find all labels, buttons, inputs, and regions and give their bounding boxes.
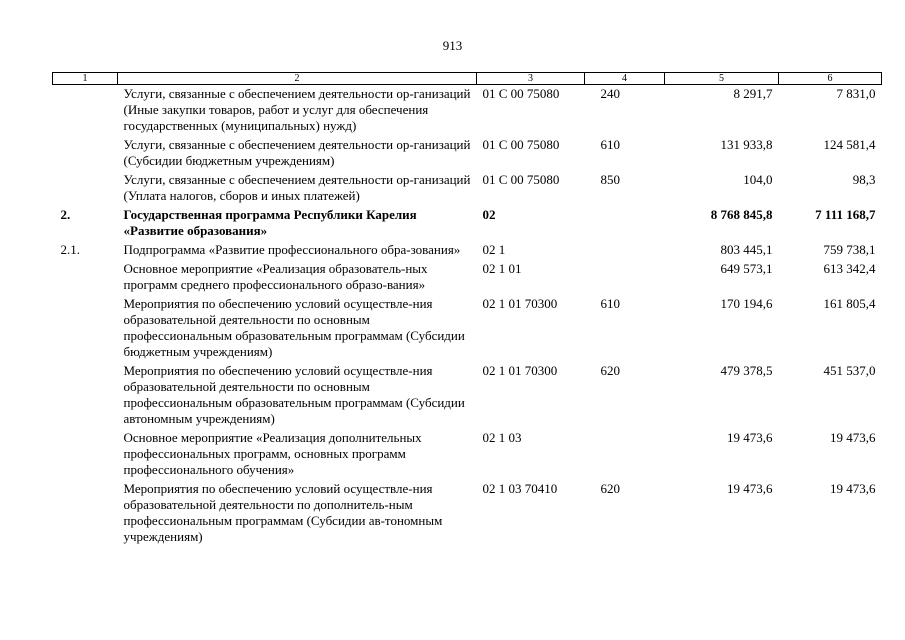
amount-1-cell: 8 768 845,8 [710,207,773,222]
amount-2-cell: 451 537,0 [823,363,876,378]
section-cell [53,136,118,171]
amount-1-cell: 131 933,8 [720,137,773,152]
code-cell: 01 С 00 75080 [482,86,560,101]
table-row [53,171,882,206]
description-cell: Услуги, связанные с обеспечением деятельности ор-ганизаций (Субсидии бюджетным учреждениям) [123,137,471,168]
table-row [53,206,882,241]
amount-2-cell: 19 473,6 [830,481,876,496]
code-cell: 02 1 01 70300 [482,296,558,311]
amount-1-cell: 19 473,6 [727,430,773,445]
description-cell: Государственная программа Республики Карелия «Развитие образования» [123,207,417,238]
code-cell: 02 1 03 70410 [482,481,558,496]
expense-type-cell: 620 [600,481,620,496]
description-cell: Подпрограмма «Развитие профессионального обра-зования» [123,242,461,257]
code-cell: 02 1 01 70300 [482,363,558,378]
section-cell [53,480,118,547]
amount-2-cell: 759 738,1 [823,242,876,257]
amount-2-cell: 124 581,4 [823,137,876,152]
description-cell: Услуги, связанные с обеспечением деятельности ор-ганизаций (Иные закупки товаров, работ и услуг для обеспечения государственных (муниципальных) нужд) [123,86,471,133]
amount-1-cell: 19 473,6 [727,481,773,496]
description-cell: Мероприятия по обеспечению условий осуществле-ния образовательной деятельности по дополнитель-ным профессиональным программам (Субсидии ав-тономным учреждениям) [123,481,443,544]
table-row [53,260,882,295]
table-row [53,295,882,362]
section-cell [53,295,118,362]
section-cell [53,362,118,429]
expense-type-cell [585,260,665,295]
description-cell: Основное мероприятие «Реализация образователь-ных программ среднего профессионального образо-вания» [123,261,428,292]
expense-type-cell: 850 [600,172,620,187]
page-number: 913 [442,38,463,53]
section-cell [53,260,118,295]
section-cell [53,85,118,137]
header-col-5: 5 [665,73,779,85]
section-cell [53,171,118,206]
amount-2-cell: 161 805,4 [823,296,876,311]
code-cell: 02 [482,207,496,222]
amount-2-cell: 613 342,4 [823,261,876,276]
table-header [53,73,882,85]
expense-type-cell [585,429,665,480]
expense-type-cell: 610 [600,296,620,311]
section-cell: 2.1. [60,242,80,257]
budget-table [52,72,882,547]
table-row [53,241,882,260]
amount-1-cell: 170 194,6 [720,296,773,311]
expense-type-cell [585,206,665,241]
amount-2-cell: 98,3 [852,172,876,187]
table-body [53,85,882,548]
description-cell: Услуги, связанные с обеспечением деятельности ор-ганизаций (Уплата налогов, сборов и иных платежей) [123,172,471,203]
header-col-2: 2 [118,73,477,85]
description-cell: Мероприятия по обеспечению условий осуществле-ния образовательной деятельности по основным профессиональным образовательным программам (Субсидии автономным учреждениям) [123,363,465,426]
section-cell [53,429,118,480]
header-col-6: 6 [779,73,882,85]
expense-type-cell: 610 [600,137,620,152]
code-cell: 02 1 03 [482,430,522,445]
section-cell: 2. [60,207,71,222]
code-cell: 02 1 01 [482,261,522,276]
amount-1-cell: 479 378,5 [720,363,773,378]
code-cell: 01 С 00 75080 [482,172,560,187]
expense-type-cell [585,241,665,260]
header-col-4: 4 [585,73,665,85]
table-row [53,85,882,137]
table-row [53,429,882,480]
table-row [53,480,882,547]
amount-1-cell: 649 573,1 [720,261,773,276]
amount-2-cell: 7 111 168,7 [815,207,876,222]
amount-2-cell: 19 473,6 [830,430,876,445]
table-row [53,362,882,429]
description-cell: Мероприятия по обеспечению условий осуществле-ния образовательной деятельности по основным профессиональным образовательным программам (Субсидии бюджетным учреждениям) [123,296,465,359]
code-cell: 01 С 00 75080 [482,137,560,152]
header-col-1: 1 [53,73,118,85]
amount-1-cell: 803 445,1 [720,242,773,257]
amount-2-cell: 7 831,0 [836,86,876,101]
header-col-3: 3 [477,73,585,85]
table-row [53,136,882,171]
amount-1-cell: 8 291,7 [733,86,773,101]
expense-type-cell: 240 [600,86,620,101]
code-cell: 02 1 [482,242,506,257]
expense-type-cell: 620 [600,363,620,378]
description-cell: Основное мероприятие «Реализация дополнительных профессиональных программ, основных программ профессионального обучения» [123,430,422,477]
amount-1-cell: 104,0 [743,172,773,187]
